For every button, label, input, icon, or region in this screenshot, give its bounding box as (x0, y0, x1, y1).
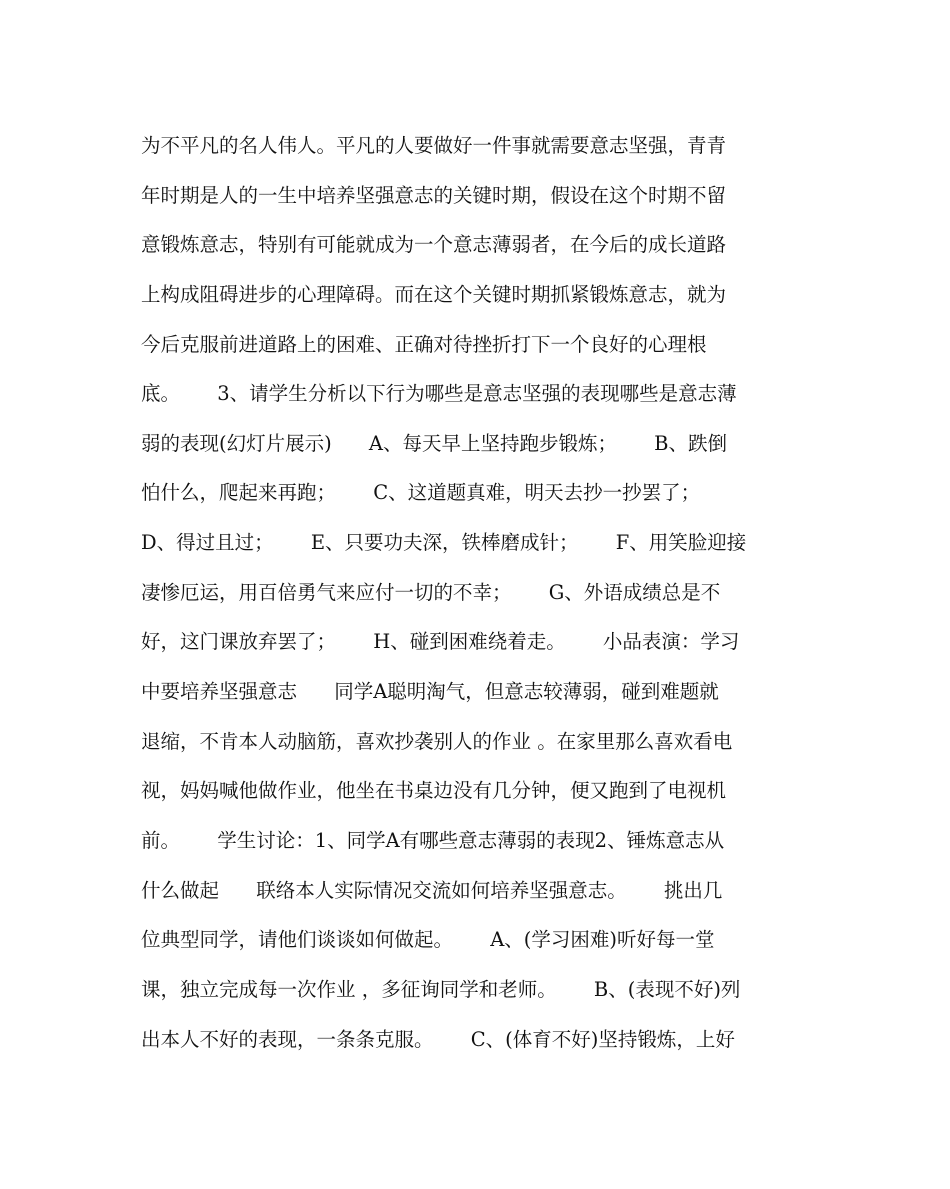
text-line: 位典型同学，请他们谈谈如何做起。 A、(学习困难)听好每一堂 (141, 928, 715, 952)
text-line: 退缩，不肯本人动脑筋，喜欢抄袭别人的作业 。在家里那么喜欢看电 (141, 729, 733, 753)
text-line: 弱的表现(幻灯片展示) A、每天早上坚持跑步锻炼； B、跌倒 (141, 431, 728, 455)
text-line: 出本人不好的表现，一条条克服。 C、(体育不好)坚持锻炼，上好 (141, 1027, 735, 1051)
text-line: 凄惨厄运，用百倍勇气来应付一切的不幸； G、外语成绩总是不 (141, 580, 721, 604)
text-line: 课，独立完成每一次作业 ，多征询同学和老师。 B、(表现不好)列 (141, 977, 741, 1001)
text-line: 上构成阻碍进步的心理障碍。而在这个关键时期抓紧锻炼意志，就为 (141, 282, 727, 306)
text-line: 今后克服前进道路上的困难、正确对待挫折打下一个良好的心理根 (141, 332, 707, 356)
text-line: 中要培养坚强意志 同学A聪明淘气，但意志较薄弱，碰到难题就 (141, 680, 719, 704)
text-line: 视，妈妈喊他做作业，他坐在书桌边没有几分钟，便又跑到了电视机 (141, 779, 727, 803)
text-line: D、得过且过； E、只要功夫深，铁棒磨成针； F、用笑脸迎接 (141, 531, 747, 555)
body-text (141, 126, 821, 1069)
text-line: 怕什么，爬起来再跑； C、这道题真难，明天去抄一抄罢了； (141, 481, 701, 505)
text-line: 好，这门课放弃罢了； H、碰到困难绕着走。 小品表演：学习 (141, 630, 740, 654)
text-line: 为不平凡的名人伟人。平凡的人要做好一件事就需要意志坚强，青青 (141, 134, 727, 157)
text-line: 年时期是人的一生中培养坚强意志的关键时期，假设在这个时期不留 (141, 183, 727, 207)
text-line: 前。 学生讨论：1、同学A有哪些意志薄弱的表现2、锤炼意志从 (141, 828, 725, 852)
text-line: 意锻炼意志，特别有可能就成为一个意志薄弱者，在今后的成长道路 (141, 233, 727, 257)
text-line: 底。 3、请学生分析以下行为哪些是意志坚强的表现哪些是意志薄 (141, 382, 737, 406)
text-line: 什么做起 联络本人实际情况交流如何培养坚强意志。 挑出几 (141, 878, 723, 902)
